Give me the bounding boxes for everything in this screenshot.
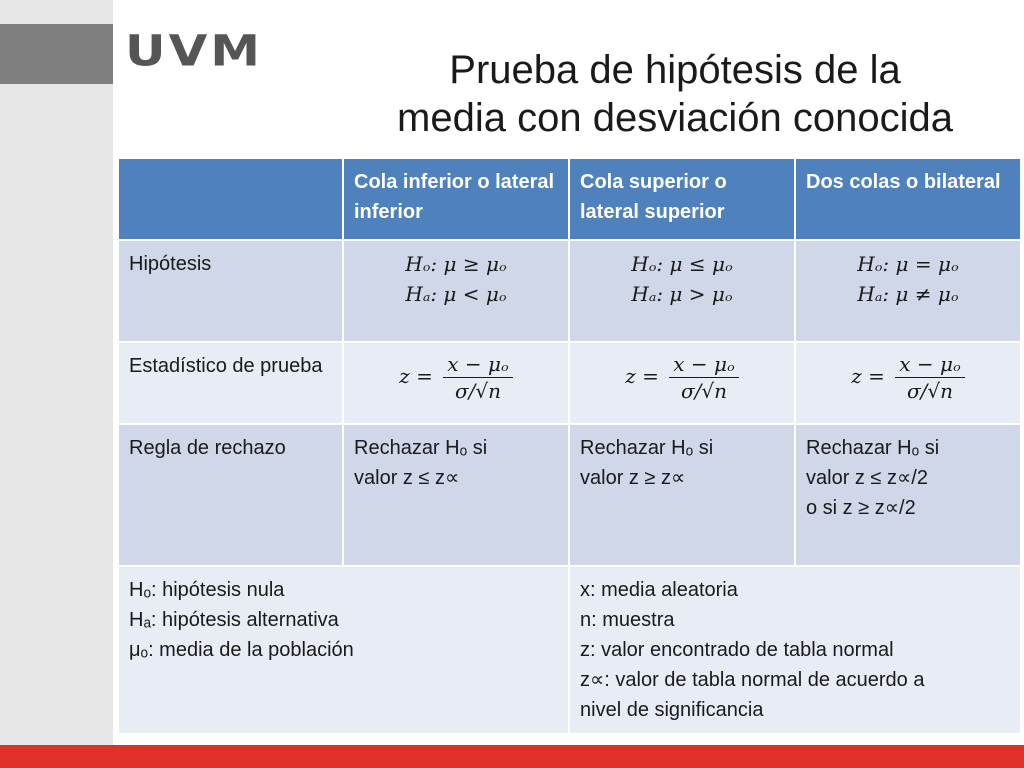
statistic-formula-two — [795, 342, 1021, 424]
row-label-estadistico: Estadístico de prueba — [118, 342, 343, 424]
rule-line: Rechazar Hₒ si — [806, 437, 940, 459]
fraction — [895, 351, 964, 404]
table-header-row — [118, 158, 1021, 240]
bottom-red-bar — [0, 745, 1024, 768]
fraction-numerator: x − μₒ — [443, 351, 512, 378]
note-line: μₒ: media de la población — [129, 639, 354, 661]
rule-line: Rechazar Hₒ si — [354, 437, 488, 459]
notes-right — [569, 566, 1021, 734]
note-line: z∝: valor de tabla normal de acuerdo a — [580, 669, 925, 691]
header-upper-tail: Cola superior o lateral superior — [569, 158, 795, 240]
rule-line: valor z ≤ z∝ — [354, 467, 460, 489]
z-equals: z = — [625, 364, 659, 388]
hypothesis-table — [117, 157, 1022, 735]
title-line-1: Prueba de hipótesis de la — [449, 48, 901, 92]
fraction-numerator: x − μₒ — [895, 351, 964, 378]
h0-formula: Hₒ: μ ≥ μₒ — [405, 252, 507, 276]
rule-cell-upper — [569, 424, 795, 566]
left-sidebar-decoration — [0, 0, 113, 745]
note-line: n: muestra — [580, 609, 675, 631]
title-line-2: media con desviación conocida — [397, 96, 953, 140]
row-label-regla: Regla de rechazo — [118, 424, 343, 566]
rule-line: Rechazar Hₒ si — [580, 437, 714, 459]
z-equals: z = — [399, 364, 433, 388]
statistic-formula-lower — [343, 342, 569, 424]
table-row-hipotesis — [118, 240, 1021, 342]
rule-line: valor z ≥ z∝ — [580, 467, 686, 489]
hypothesis-cell-lower — [343, 240, 569, 342]
h0-formula: Hₒ: μ ≤ μₒ — [631, 252, 733, 276]
left-gray-band — [0, 24, 113, 84]
rule-cell-two — [795, 424, 1021, 566]
ha-formula: Hₐ: μ < μₒ — [405, 282, 507, 306]
table-row-estadistico — [118, 342, 1021, 424]
h0-formula: Hₒ: μ = μₒ — [857, 252, 959, 276]
fraction-denominator: σ/√n — [906, 379, 953, 403]
hypothesis-cell-two — [795, 240, 1021, 342]
fraction — [669, 351, 738, 404]
header-empty-cell — [118, 158, 343, 240]
note-line: Hₒ: hipótesis nula — [129, 579, 285, 601]
header-two-tail: Dos colas o bilateral — [795, 158, 1021, 240]
note-line: Hₐ: hipótesis alternativa — [129, 609, 339, 631]
fraction-denominator: σ/√n — [454, 379, 501, 403]
statistic-formula-upper — [569, 342, 795, 424]
fraction — [443, 351, 512, 404]
hypothesis-cell-upper — [569, 240, 795, 342]
rule-line: valor z ≤ z∝/2 — [806, 467, 928, 489]
note-line: nivel de significancia — [580, 699, 764, 721]
fraction-numerator: x − μₒ — [669, 351, 738, 378]
rule-line: o si z ≥ z∝/2 — [806, 497, 916, 519]
ha-formula: Hₐ: μ > μₒ — [631, 282, 733, 306]
fraction-denominator: σ/√n — [680, 379, 727, 403]
header-lower-tail: Cola inferior o lateral inferior — [343, 158, 569, 240]
row-label-hipotesis: Hipótesis — [118, 240, 343, 342]
notes-left — [118, 566, 569, 734]
note-line: x: media aleatoria — [580, 579, 738, 601]
note-line: z: valor encontrado de tabla normal — [580, 639, 894, 661]
rule-cell-lower — [343, 424, 569, 566]
table-row-notas — [118, 566, 1021, 734]
z-equals: z = — [851, 364, 885, 388]
ha-formula: Hₐ: μ ≠ μₒ — [857, 282, 959, 306]
uvm-logo: UVM — [125, 26, 264, 76]
slide-title — [330, 46, 1020, 142]
table-row-regla — [118, 424, 1021, 566]
